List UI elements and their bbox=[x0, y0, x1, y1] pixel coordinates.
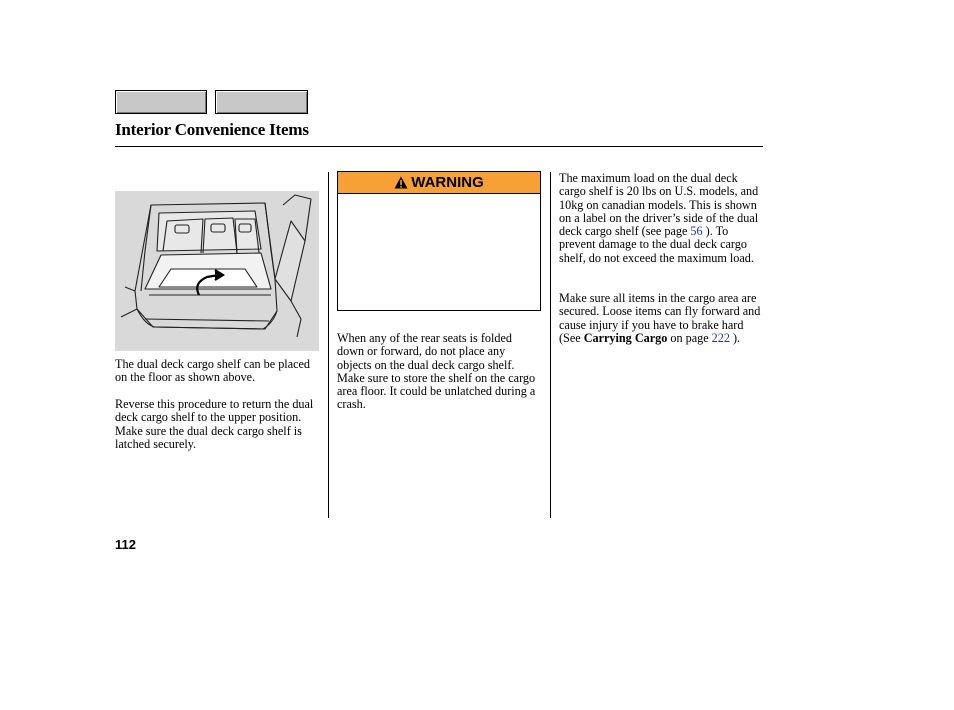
secure-items-text-part3: ). bbox=[729, 330, 741, 345]
title-divider bbox=[115, 146, 763, 147]
cargo-area-illustration-icon bbox=[115, 191, 319, 351]
column-divider-right bbox=[550, 172, 551, 518]
max-load-text-part2: ). To prevent damage to the dual deck cargo shelf, do not exceed the maximum load. bbox=[559, 224, 754, 265]
nav-button-previous[interactable] bbox=[115, 90, 207, 114]
page-number: 112 bbox=[115, 537, 136, 552]
secure-items-text-part1: Make sure all items in the cargo area are secured. Loose items can fly forward and cause injury if you have to brake hard (See bbox=[559, 291, 761, 345]
column-divider-left bbox=[328, 172, 329, 518]
page-title: Interior Convenience Items bbox=[115, 120, 309, 139]
page-link-56[interactable]: 56 bbox=[690, 224, 703, 239]
page-link-222[interactable]: 222 bbox=[711, 330, 730, 345]
shelf-floor-text: The dual deck cargo shelf can be placed on the floor as shown above. bbox=[115, 357, 311, 385]
max-load-text bbox=[559, 172, 764, 265]
carrying-cargo-reference: Carrying Cargo bbox=[583, 330, 668, 345]
warning-triangle-icon bbox=[394, 176, 408, 189]
secure-items-text-part2: on page bbox=[667, 330, 712, 345]
nav-button-next[interactable] bbox=[215, 90, 308, 114]
warning-label: WARNING bbox=[411, 174, 484, 191]
warning-banner bbox=[338, 172, 540, 194]
reverse-procedure-text: Reverse this procedure to return the dual deck cargo shelf to the upper position. Make sure the dual deck cargo shelf is latched securely. bbox=[115, 397, 314, 451]
seat-fold-warning-text: When any of the rear seats is folded down or forward, do not place any objects on the dual deck cargo shelf. Make sure to store the shelf on the cargo area floor. It could be unlatched during a crash. bbox=[337, 331, 536, 412]
secure-items-text bbox=[559, 292, 764, 345]
warning-box bbox=[337, 171, 541, 311]
max-load-text-part1: The maximum load on the dual deck cargo shelf is 20 lbs on U.S. models, and 10kg on canadian models. This is shown on a label on the driver’s side of the dual deck cargo shelf (see page bbox=[559, 171, 759, 239]
